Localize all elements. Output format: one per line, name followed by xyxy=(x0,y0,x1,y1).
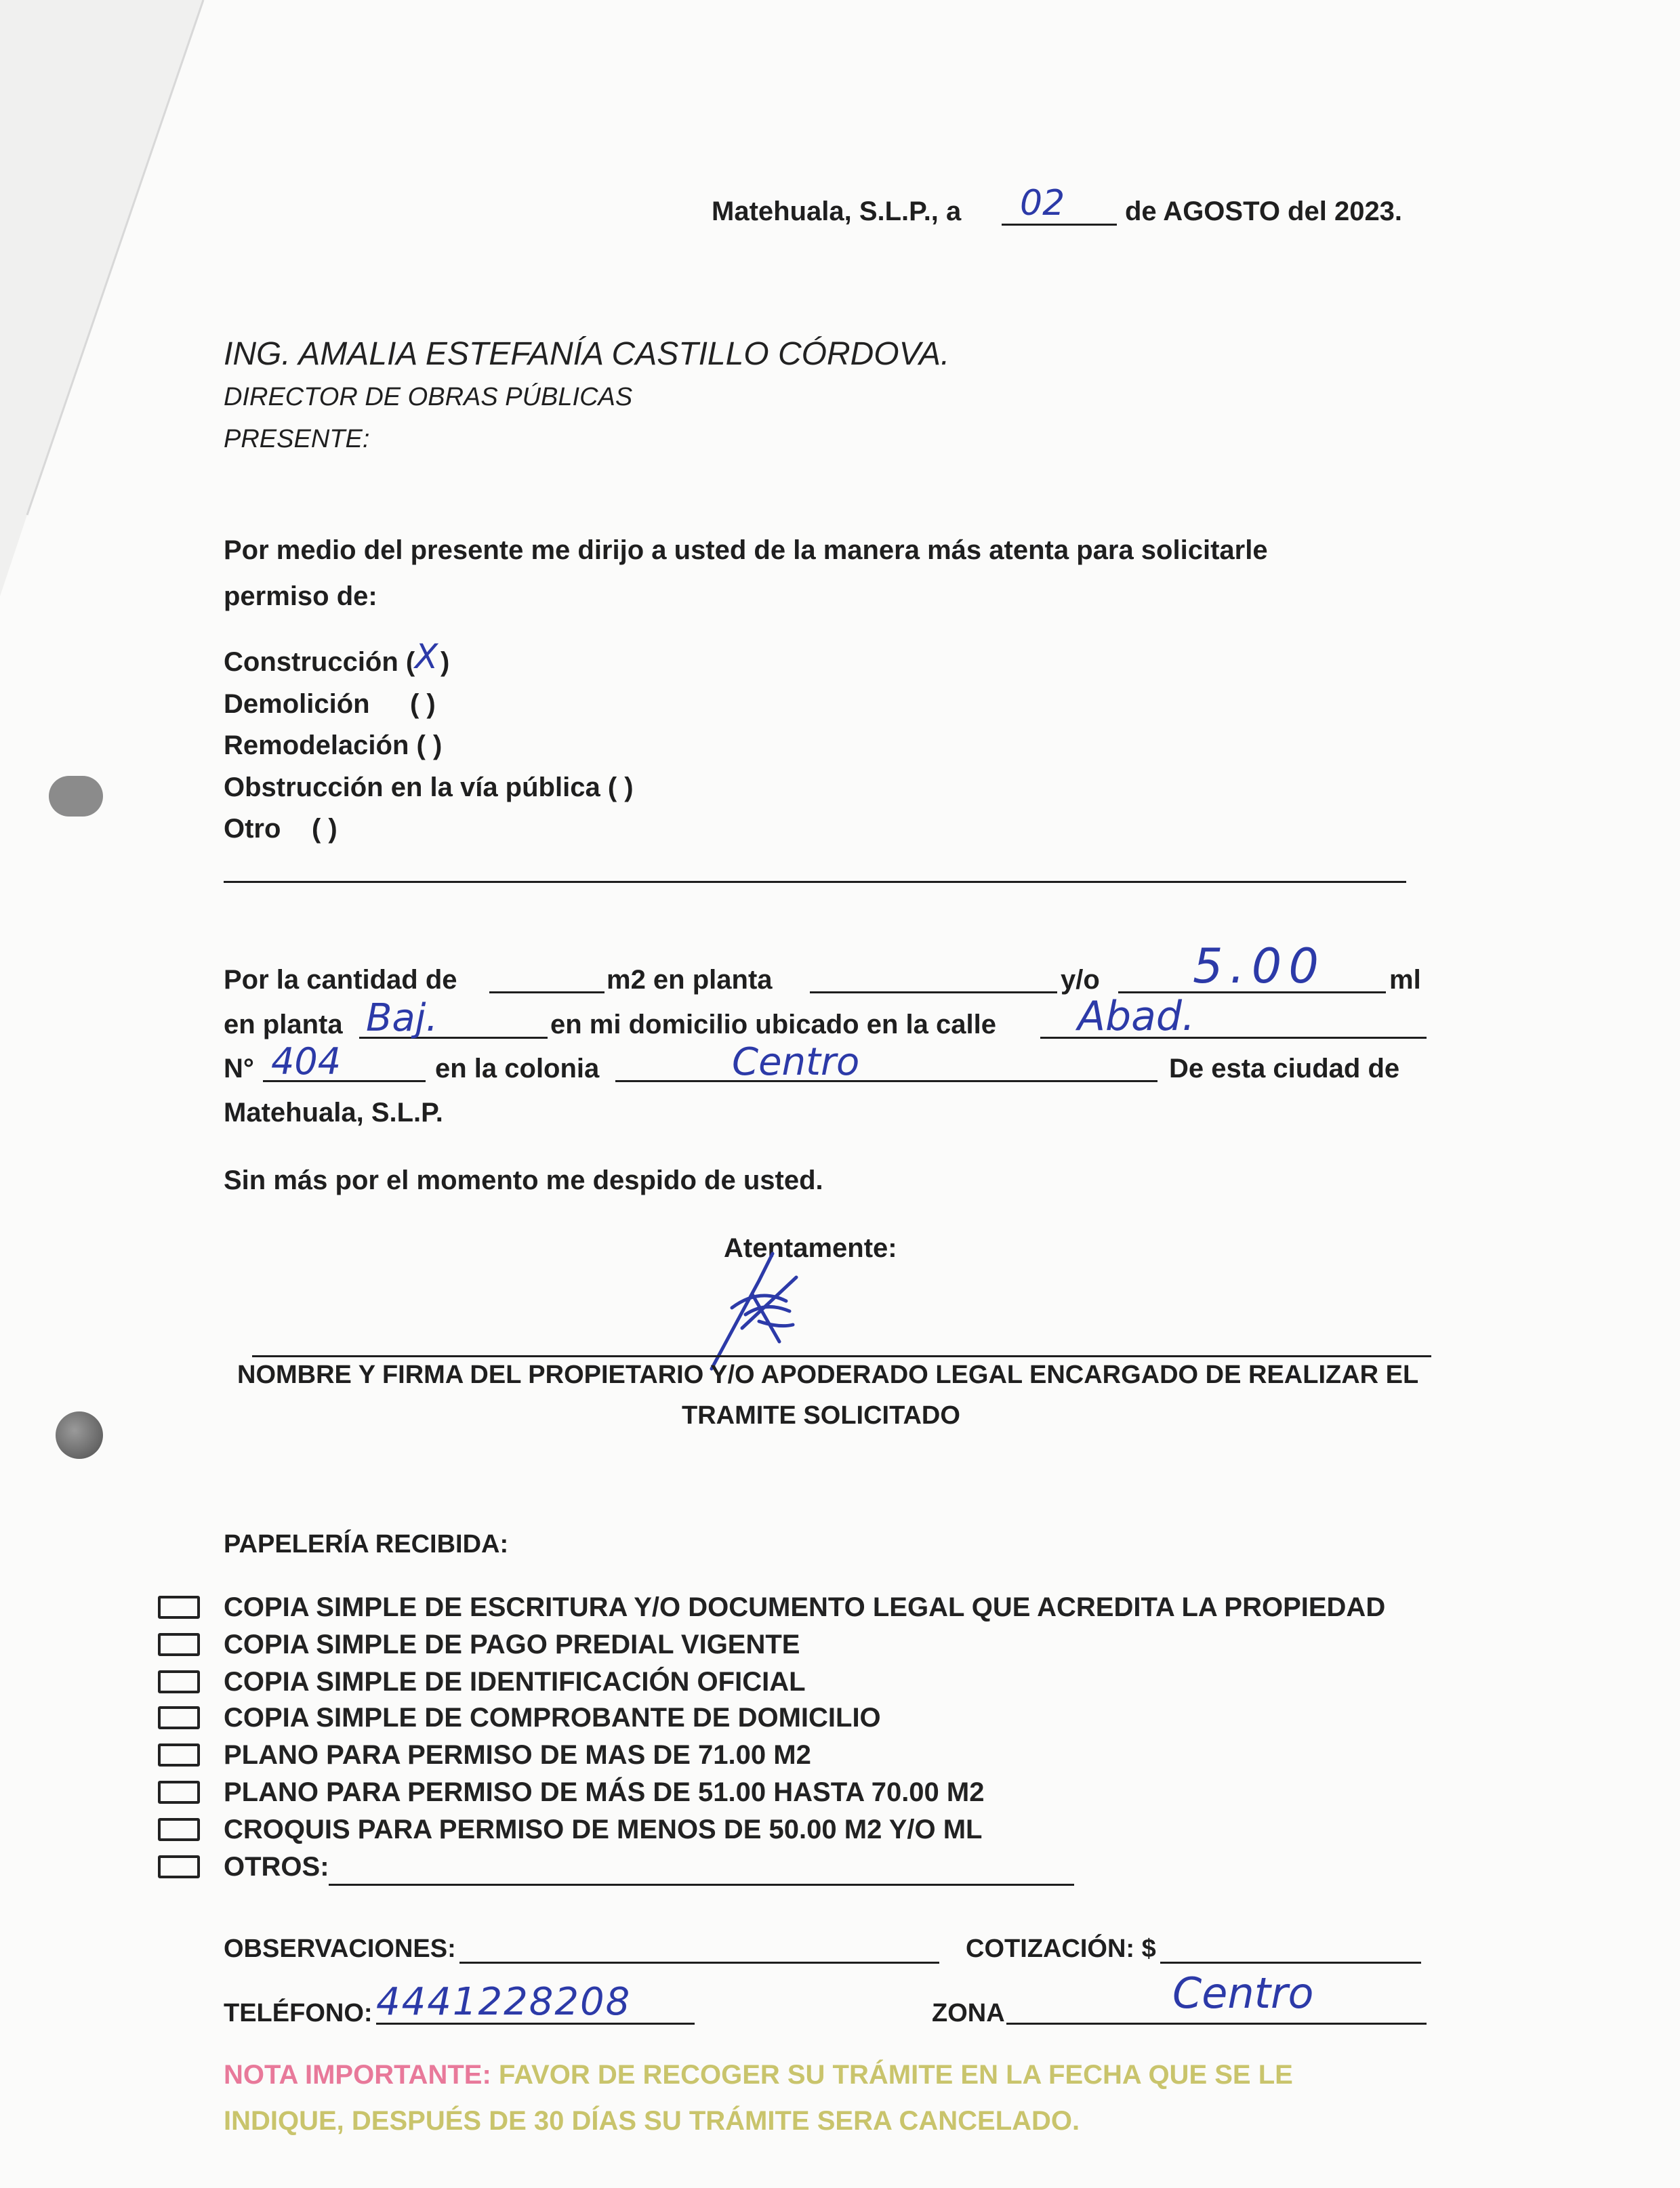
cotizacion-label: COTIZACIÓN: $ xyxy=(966,1935,1156,1963)
permit-demolicion-box: ( ) xyxy=(410,689,436,719)
papeleria-checkbox-3[interactable] xyxy=(158,1670,200,1693)
permit-otro-box: ( ) xyxy=(312,814,337,844)
papeleria-checkbox-5[interactable] xyxy=(158,1743,200,1767)
papeleria-checkbox-2[interactable] xyxy=(158,1633,200,1656)
date-prefix: Matehuala, S.L.P., a xyxy=(712,197,962,226)
qty-ml-handwritten: 5.00 xyxy=(1193,938,1326,994)
papeleria-item-2: COPIA SIMPLE DE PAGO PREDIAL VIGENTE xyxy=(224,1630,800,1659)
edge-tab-mark xyxy=(49,776,103,817)
telefono-handwritten: 4441228208 xyxy=(376,1980,632,2024)
qty-street-handwritten: Abad. xyxy=(1078,993,1195,1040)
papeleria-checkbox-8[interactable] xyxy=(158,1855,200,1878)
addressee-title: DIRECTOR DE OBRAS PÚBLICAS xyxy=(224,383,633,411)
signature-caption-1: NOMBRE Y FIRMA DEL PROPIETARIO Y/O APODERADO LEGAL ENCARGADO DE REALIZAR EL xyxy=(237,1361,1419,1389)
papeleria-checkbox-4[interactable] xyxy=(158,1706,200,1729)
punch-hole xyxy=(56,1411,103,1459)
addressee-name: ING. AMALIA ESTEFANÍA CASTILLO CÓRDOVA. xyxy=(224,336,950,372)
papeleria-item-1: COPIA SIMPLE DE ESCRITURA Y/O DOCUMENTO LEGAL QUE ACREDITA LA PROPIEDAD xyxy=(224,1592,1386,1622)
papeleria-item-8: OTROS: xyxy=(224,1852,329,1882)
qty-text-8: en la colonia xyxy=(435,1054,600,1083)
qty-text-4: ml xyxy=(1389,965,1421,995)
permit-obstruccion-label: Obstrucción en la vía pública ( ) xyxy=(224,772,634,802)
papeleria-checkbox-6[interactable] xyxy=(158,1781,200,1804)
qty-planta-line xyxy=(810,991,1057,993)
closing-farewell: Sin más por el momento me despido de usted. xyxy=(224,1165,823,1195)
permit-otro-line xyxy=(224,881,1406,883)
permit-construccion-mark: X xyxy=(415,637,438,676)
date-day-handwritten: 02 xyxy=(1020,183,1065,224)
qty-text-2: m2 en planta xyxy=(607,965,773,995)
intro-line-2: permiso de: xyxy=(224,581,377,611)
qty-number-handwritten: 404 xyxy=(271,1040,342,1083)
zona-handwritten: Centro xyxy=(1172,1968,1314,2018)
permit-construccion-close: ) xyxy=(441,647,450,677)
qty-text-1: Por la cantidad de xyxy=(224,965,457,995)
date-day-line xyxy=(1002,224,1117,226)
qty-text-10: Matehuala, S.L.P. xyxy=(224,1098,443,1128)
telefono-label: TELÉFONO: xyxy=(224,1999,373,2027)
observaciones-label: OBSERVACIONES: xyxy=(224,1935,456,1963)
papeleria-heading: PAPELERÍA RECIBIDA: xyxy=(224,1530,509,1559)
intro-line-1: Por medio del presente me dirijo a usted de la manera más atenta para solicitarle xyxy=(224,535,1268,565)
permit-demolicion-label: Demolición xyxy=(224,689,370,719)
permit-construccion-label: Construcción ( xyxy=(224,647,415,677)
papeleria-item-3: COPIA SIMPLE DE IDENTIFICACIÓN OFICIAL xyxy=(224,1667,806,1697)
papeleria-item-4: COPIA SIMPLE DE COMPROBANTE DE DOMICILIO xyxy=(224,1703,881,1733)
qty-planta-handwritten: Baj. xyxy=(366,996,438,1040)
papeleria-item-6: PLANO PARA PERMISO DE MÁS DE 51.00 HASTA 70.00 M2 xyxy=(224,1777,985,1807)
qty-text-7: N° xyxy=(224,1054,254,1083)
qty-text-9: De esta ciudad de xyxy=(1169,1054,1400,1083)
show-through-text xyxy=(949,224,1599,1443)
papeleria-item-7: CROQUIS PARA PERMISO DE MENOS DE 50.00 M2 Y/O ML xyxy=(224,1815,983,1844)
qty-text-6: en mi domicilio ubicado en la calle xyxy=(550,1010,996,1039)
date-suffix: de AGOSTO del 2023. xyxy=(1125,197,1403,226)
signature-line xyxy=(252,1355,1431,1357)
papeleria-checkbox-7[interactable] xyxy=(158,1818,200,1841)
signature-caption-2: TRAMITE SOLICITADO xyxy=(682,1401,960,1430)
zona-label: ZONA xyxy=(932,1999,1005,2027)
qty-m2-line xyxy=(489,991,605,993)
qty-colonia-line xyxy=(615,1080,1157,1082)
addressee-presente: PRESENTE: xyxy=(224,425,370,453)
papeleria-otros-line xyxy=(329,1884,1074,1886)
nota-label: NOTA IMPORTANTE: xyxy=(224,2060,491,2090)
papeleria-item-5: PLANO PARA PERMISO DE MAS DE 71.00 M2 xyxy=(224,1740,811,1770)
permit-otro-label: Otro xyxy=(224,814,281,844)
nota-text-2: INDIQUE, DESPUÉS DE 30 DÍAS SU TRÁMITE SERA CANCELADO. xyxy=(224,2106,1080,2136)
nota-text-1: FAVOR DE RECOGER SU TRÁMITE EN LA FECHA QUE SE LE xyxy=(498,2060,1293,2090)
zona-line xyxy=(1006,2023,1427,2025)
papeleria-checkbox-1[interactable] xyxy=(158,1596,200,1619)
paper-crease-shadow xyxy=(0,0,258,610)
nota-line-1 xyxy=(224,2060,1293,2090)
permit-remodelacion-label: Remodelación ( ) xyxy=(224,730,443,760)
closing-atentamente: Atentamente: xyxy=(724,1233,897,1263)
observaciones-line xyxy=(459,1962,939,1964)
qty-colonia-handwritten: Centro xyxy=(732,1040,860,1084)
qty-text-5: en planta xyxy=(224,1010,343,1039)
cotizacion-line xyxy=(1160,1962,1421,1964)
qty-text-3: y/o xyxy=(1061,965,1100,995)
